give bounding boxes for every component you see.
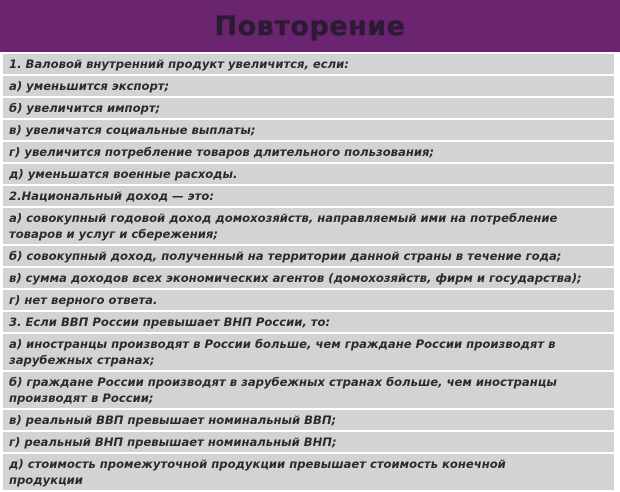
answer-line: а) совокупный годовой доход домохозяйств, направляемый ими на потребление товаров и услуг и сбережения; — [3, 208, 614, 246]
answer-line: в) сумма доходов всех экономических агентов (домохозяйств, фирм и государства); — [3, 268, 614, 290]
answer-line: д) уменьшатся военные расходы. — [3, 164, 614, 186]
answer-line: б) увеличится импорт; — [3, 98, 614, 120]
answer-line: а) иностранцы производят в России больше, чем граждане России производят в зарубежных странах; — [3, 334, 614, 372]
answer-line: в) реальный ВВП превышает номинальный ВВП; — [3, 410, 614, 432]
answer-line: а) уменьшится экспорт; — [3, 76, 614, 98]
answer-line: г) увеличится потребление товаров длительного пользования; — [3, 142, 614, 164]
answer-line: б) совокупный доход, полученный на территории данной страны в течение года; — [3, 246, 614, 268]
question-list — [3, 54, 617, 492]
slide-title: Повторение — [214, 10, 406, 42]
answer-line: б) граждане России производят в зарубежных странах больше, чем иностранцы производят в России; — [3, 372, 614, 410]
question-line: 2.Национальный доход — это: — [3, 186, 614, 208]
answer-line: г) нет верного ответа. — [3, 290, 614, 312]
title-bar — [0, 0, 620, 52]
answer-line: в) увеличатся социальные выплаты; — [3, 120, 614, 142]
question-line: 3. Если ВВП России превышает ВНП России, то: — [3, 312, 614, 334]
question-line: 1. Валовой внутренний продукт увеличится, если: — [3, 54, 614, 76]
answer-line: д) стоимость промежуточной продукции превышает стоимость конечной продукции — [3, 454, 614, 492]
answer-line: г) реальный ВНП превышает номинальный ВНП; — [3, 432, 614, 454]
